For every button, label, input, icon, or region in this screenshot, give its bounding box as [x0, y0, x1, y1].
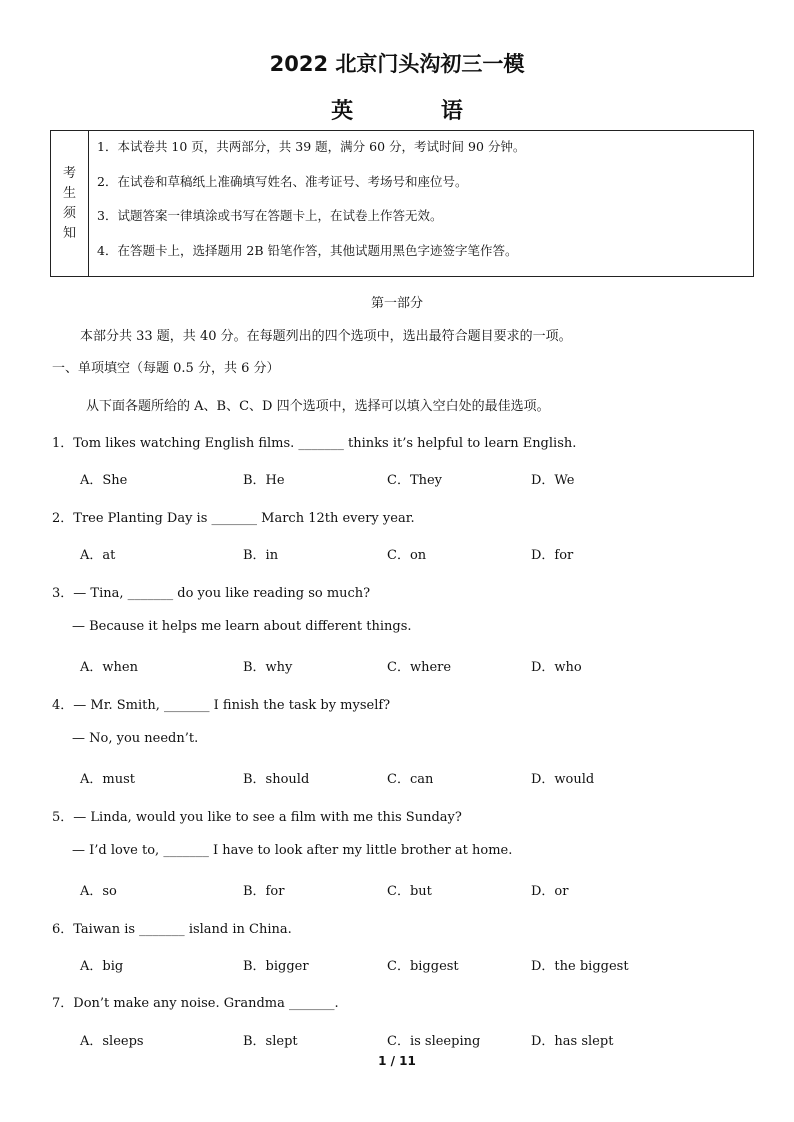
option-a: A．so [80, 884, 117, 899]
option-b: B．why [243, 660, 293, 675]
label-char: 考 [62, 165, 76, 181]
option-a: A．big [80, 959, 124, 974]
option-b: B．in [243, 548, 279, 563]
option-c: C．but [387, 884, 432, 899]
question-stem: 5．— Linda, would you like to see a film with me this Sunday? [52, 810, 462, 825]
instruction-item: 3．试题答案一律填涂或书写在答题卡上，在试卷上作答无效。 [97, 208, 443, 223]
label-char: 须 [62, 205, 76, 221]
question-stem: 6．Taiwan is _______ island in China. [52, 922, 292, 937]
option-a: A．when [80, 660, 138, 675]
option-b: B．slept [243, 1034, 298, 1049]
exam-title: 2022 北京门头沟初三一模 [269, 52, 525, 76]
question-stem: 4．— Mr. Smith, _______ I finish the task by myself? [52, 698, 391, 713]
label-char: 生 [62, 185, 76, 201]
option-d: D．would [531, 772, 595, 787]
option-b: B．bigger [243, 959, 309, 974]
question-stem: 1．Tom likes watching English films. _______ thinks it’s helpful to learn English. [52, 436, 577, 451]
option-c: C．on [387, 548, 427, 563]
instructions-box-label [51, 131, 89, 276]
option-a: A．must [80, 772, 135, 787]
instructions-list [97, 137, 747, 275]
instruction-item: 4．在答题卡上，选择题用 2B 铅笔作答，其他试题用黑色字迹签字笔作答。 [97, 242, 518, 258]
option-c: C．where [387, 660, 452, 675]
option-d: D．for [531, 548, 574, 563]
option-a: A．at [80, 548, 116, 563]
part-intro: 本部分共 33 题，共 40 分。在每题列出的四个选项中，选出最符合题目要求的一项。 [80, 329, 572, 344]
option-d: D．who [531, 660, 582, 675]
option-d: D．We [531, 473, 575, 488]
option-a: A．She [80, 473, 128, 488]
option-c: C．They [387, 473, 443, 488]
question-stem: 7．Don’t make any noise. Grandma _______. [52, 996, 339, 1011]
option-d: D．the biggest [531, 959, 629, 974]
page-number: 1 / 11 [378, 1054, 416, 1068]
option-d: D．has slept [531, 1034, 614, 1049]
question-dialogue-line: — I’d love to, _______ I have to look after my little brother at home. [72, 843, 513, 858]
section-instruction: 从下面各题所给的 A、B、C、D 四个选项中，选择可以填入空白处的最佳选项。 [86, 399, 550, 414]
instructions-box [50, 130, 754, 277]
option-c: C．can [387, 772, 434, 787]
instruction-item: 2．在试卷和草稿纸上准确填写姓名、准考证号、考场号和座位号。 [97, 173, 468, 189]
question-stem: 2．Tree Planting Day is _______ March 12th every year. [52, 511, 415, 526]
option-c: C．biggest [387, 959, 459, 974]
exam-subject: 英 语 [331, 99, 503, 124]
option-a: A．sleeps [80, 1034, 144, 1049]
label-char: 知 [62, 225, 76, 241]
question-stem: 3．— Tina, _______ do you like reading so much? [52, 586, 371, 601]
question-dialogue-line: — Because it helps me learn about different things. [72, 619, 412, 634]
section-title: 一、单项填空（每题 0.5 分，共 6 分） [52, 361, 280, 376]
option-b: B．He [243, 473, 285, 488]
question-dialogue-line: — No, you needn’t. [72, 731, 199, 746]
option-b: B．for [243, 884, 285, 899]
option-d: D．or [531, 884, 569, 899]
instruction-item: 1．本试卷共 10 页，共两部分，共 39 题，满分 60 分，考试时间 90 分钟。 [97, 139, 526, 154]
part-title: 第一部分 [370, 296, 423, 311]
option-b: B．should [243, 772, 310, 787]
option-c: C．is sleeping [387, 1034, 481, 1049]
